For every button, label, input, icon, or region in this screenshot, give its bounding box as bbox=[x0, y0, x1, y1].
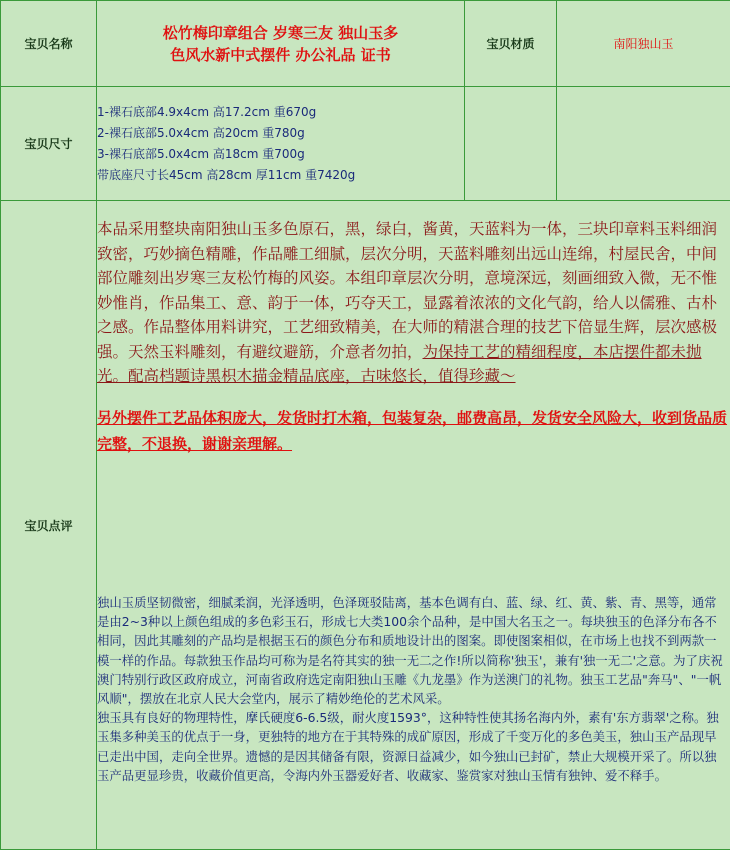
jade-paragraph-2: 独玉具有良好的物理特性，摩氏硬度6-6.5级，耐火度1593°，这种特性使其扬名海内外，素有'东方翡翠'之称。独玉集多种美玉的优点于一身，更独特的地方在于其特殊的成矿原因，形成了千变万化的多色美玉，独山玉产品现早已走出中国，走向全世界。遗憾的是因其储备有限，资源日益减少，如今独山已封矿，禁止大规模开采了。所以独玉产品更显珍贵，收藏价值更高，令海内外玉器爱好者、收藏家、鉴赏家对独山玉情有独钟、爱不释手。 bbox=[97, 710, 719, 783]
product-title bbox=[97, 1, 465, 87]
jade-paragraph-1: 独山玉质坚韧微密，细腻柔润，光泽透明，色泽斑驳陆离，基本色调有白、蓝、绿、红、黄、紫、青、黑等，通常是由2~3种以上颜色组成的多色彩玉石，形成七大类100余个品种，是中国大名玉之一。每块独玉的色泽分布各不相同，因此其雕刻的产品均是根据玉石的颜色分布和质地设计出的图案。即使图案相似，在市场上也找不到两款一模一样的作品。每款独玉作品均可称为是名符其实的独一无二之作!所以简称'独玉'，兼有'独一无二'之意。为了庆祝澳门特别行政区政府成立，河南省政府选定南阳独山玉雕《九龙墨》作为送澳门的礼物。独玉工艺品"奔马"、"一帆风顺"，摆放在北京人民大会堂内，展示了精妙绝伦的艺术风采。 bbox=[97, 595, 723, 707]
shipping-warning: 另外摆件工艺品体积庞大，发货时打木箱，包装复杂，邮费高昂，发货安全风险大，收到货品质完整，不退换，谢谢亲理解。 bbox=[97, 408, 728, 453]
row-name bbox=[1, 1, 730, 87]
size-item-1: 1-裸石底部4.9x4cm 高17.2cm 重670g bbox=[97, 104, 317, 119]
size-empty-cell-2 bbox=[557, 87, 730, 201]
label-material: 宝贝材质 bbox=[465, 1, 557, 87]
row-review bbox=[1, 201, 730, 850]
size-item-3: 3-裸石底部5.0x4cm 高18cm 重700g bbox=[97, 146, 305, 161]
review-intro-main: 本品采用整块南阳独山玉多色原石，黑，绿白，酱黄，天蓝料为一体，三块印章料玉料细润致密，巧妙摘色精雕，作品雕工细腻，层次分明，天蓝料雕刻出远山连绵，村屋民舍，中间部位雕刻出岁寒三友松竹梅的风姿。本组印章层次分明，意境深远，刻画细致入微，无不惟妙惟肖，作品集工、意、韵于一体，巧夺天工，显露着浓浓的文化气韵，给人以儒雅、古朴之感。作品整体用料讲究，工艺细致精美，在大师的精湛合理的技艺下倍显生辉，层次感极强。天然玉料雕刻，有避纹避筋，介意者勿拍， bbox=[97, 220, 718, 361]
label-name: 宝贝名称 bbox=[1, 1, 97, 87]
product-material: 南阳独山玉 bbox=[557, 1, 730, 87]
review-intro-underlined: 为保持工艺的精细程度，本店摆件都未抛光。配高档题诗黑枳木描金精品底座，古味悠长，值得珍藏～ bbox=[97, 342, 702, 385]
review-intro bbox=[97, 217, 730, 389]
row-size bbox=[1, 87, 730, 201]
size-list bbox=[97, 87, 465, 201]
size-item-4: 带底座尺寸长45cm 高28cm 厚11cm 重7420g bbox=[97, 167, 356, 182]
product-title-line2: 色风水新中式摆件 办公礼品 证书 bbox=[170, 45, 391, 64]
size-empty-cell-1 bbox=[465, 87, 557, 201]
label-review: 宝贝点评 bbox=[1, 201, 97, 850]
jade-description bbox=[97, 593, 724, 785]
size-item-2: 2-裸石底部5.0x4cm 高20cm 重780g bbox=[97, 125, 305, 140]
review-content bbox=[97, 201, 730, 850]
label-size: 宝贝尺寸 bbox=[1, 87, 97, 201]
product-title-line1: 松竹梅印章组合 岁寒三友 独山玉多 bbox=[162, 23, 399, 42]
